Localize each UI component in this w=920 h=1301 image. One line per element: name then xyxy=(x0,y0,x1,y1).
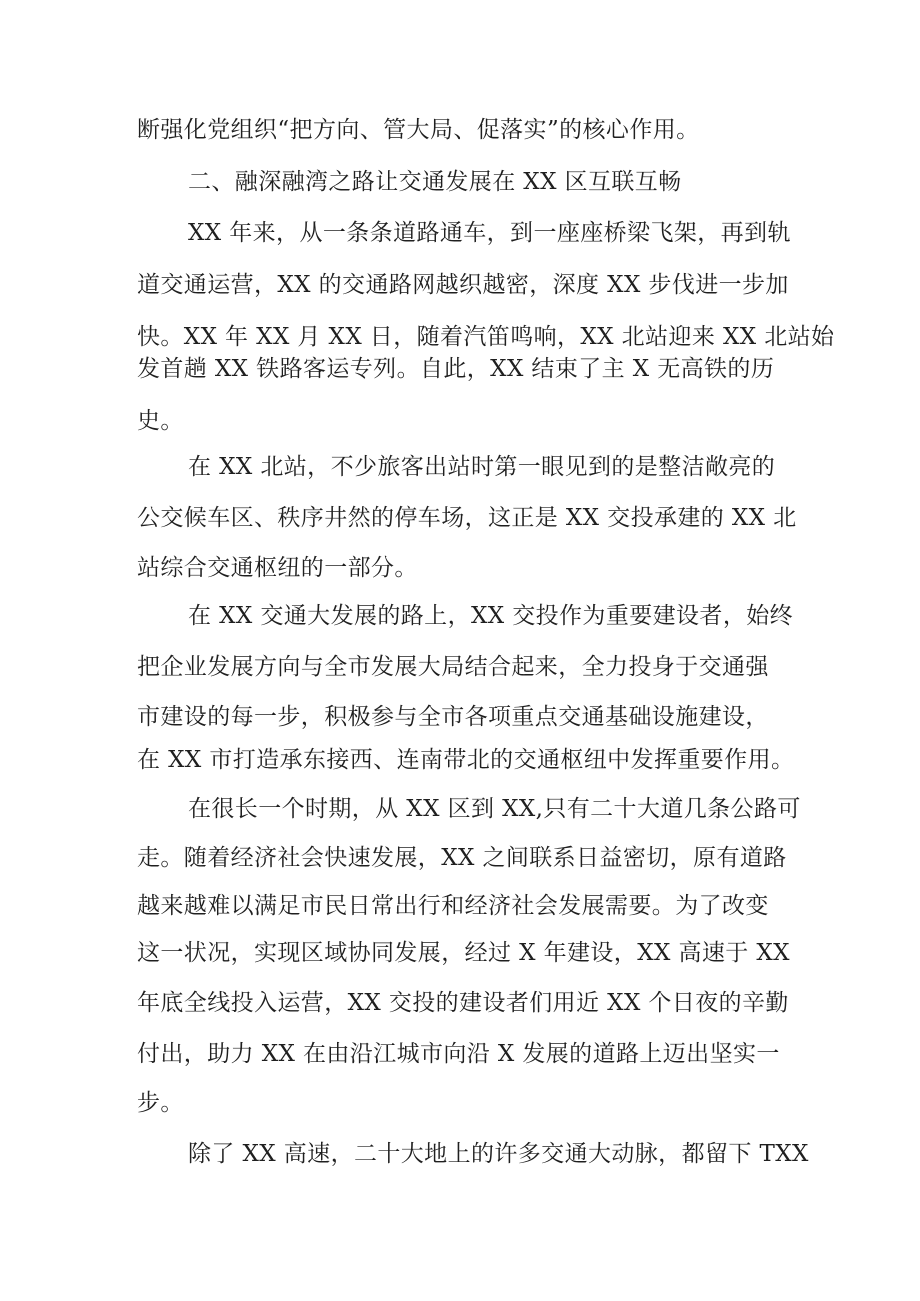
text-line: 在 XX 市打造承东接西、连南带北的交通枢纽中发挥重要作用。 xyxy=(137,747,795,773)
text-line: XX 年来，从一条条道路通车，到一座座桥梁飞架，再到轨 xyxy=(188,220,791,246)
text-line: 在 XX 北站，不少旅客出站时第一眼见到的是整洁敞亮的 xyxy=(188,454,776,480)
text-line: 步。 xyxy=(137,1090,184,1116)
text-line: 发首趟 XX 铁路客运专列。自此，XX 结束了主 X 无高铁的历 xyxy=(137,356,775,382)
text-line: 把企业发展方向与全市发展大局结合起来，全力投身于交通强 xyxy=(137,654,769,680)
text-line: 市建设的每一步，积极参与全市各项重点交通基础设施建设， xyxy=(137,704,769,730)
text-line: 史。 xyxy=(137,408,184,434)
text-line: 除了 XX 高速，二十大地上的许多交通大动脉，都留下 TXX xyxy=(188,1141,809,1167)
text-line: 断强化党组织“把方向、管大局、促落实”的核心作用。 xyxy=(137,117,700,143)
text-line: 公交候车区、秩序井然的停车场，这正是 XX 交投承建的 XX 北 xyxy=(137,505,797,531)
text-line: 快。XX 年 XX 月 XX 日，随着汽笛鸣响，XX 北站迎来 XX 北站始 xyxy=(137,324,835,350)
text-line: 在 XX 交通大发展的路上，XX 交投作为重要建设者，始终 xyxy=(188,603,794,629)
text-line: 越来越难以满足市民日常出行和经济社会发展需要。为了改变 xyxy=(137,893,769,919)
text-line: 这一状况，实现区域协同发展，经过 X 年建设，XX 高速于 XX xyxy=(137,940,790,966)
text-line: 站综合交通枢纽的一部分。 xyxy=(137,555,418,581)
text-line: 付出，助力 XX 在由沿江城市向沿 X 发展的道路上迈出坚实一 xyxy=(137,1041,780,1067)
text-line: 走。随着经济社会快速发展，XX 之间联系日益密切，原有道路 xyxy=(137,845,787,871)
section-heading: 二、融深融湾之路让交通发展在 XX 区互联互畅 xyxy=(188,169,682,195)
text-line: 道交通运营，XX 的交通路网越织越密，深度 XX 步伐进一步加 xyxy=(137,272,789,298)
text-line: 年底全线投入运营，XX 交投的建设者们用近 XX 个日夜的辛勤 xyxy=(137,990,789,1016)
text-line: 在很长一个时期，从 XX 区到 XX,只有二十大道几条公路可 xyxy=(188,796,801,822)
